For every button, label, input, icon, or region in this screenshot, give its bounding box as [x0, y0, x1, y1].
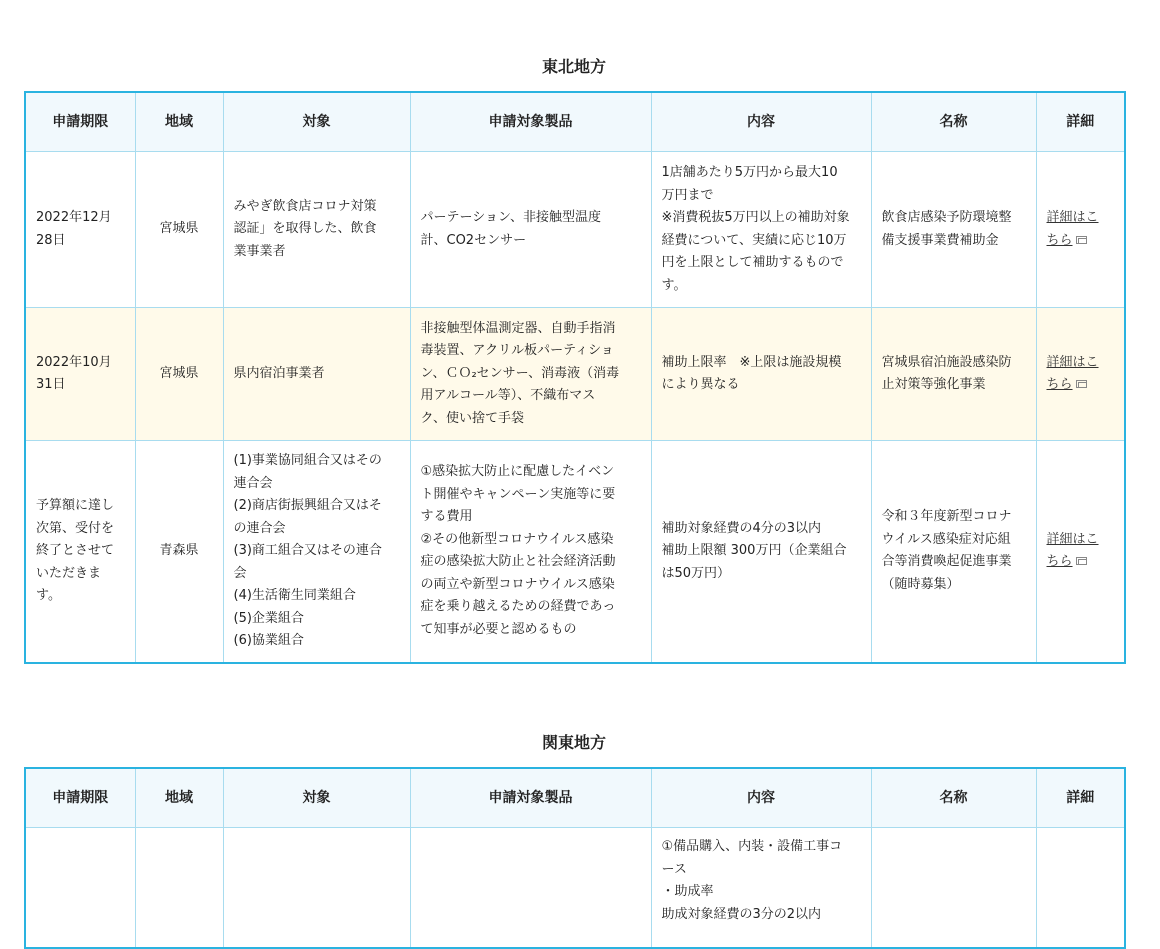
text-line: の両立や新型コロナウイルス感染 [420, 576, 615, 592]
text-line: 28日 [36, 232, 66, 248]
text-line: 合等消費喚起促進事業 [881, 554, 1012, 570]
text-line: ①感染拡大防止に配慮したイベン [420, 464, 615, 480]
header-region: 地域 [135, 92, 223, 152]
header-region: 地域 [135, 768, 223, 828]
text-line: みやぎ飲食店コロナ対策 [233, 198, 377, 214]
header-detail: 詳細 [1036, 92, 1125, 152]
header-deadline: 申請期限 [25, 92, 135, 152]
text-line: 予算額に達し [36, 498, 115, 513]
external-link-icon [1076, 380, 1087, 388]
text-line: (4)生活衛生同業組合 [233, 588, 356, 603]
cell-name [871, 828, 1036, 948]
cell-content [651, 828, 871, 948]
text-line: 備支援事業費補助金 [881, 232, 999, 248]
text-line: す。 [36, 588, 61, 603]
text-line: ース [661, 861, 687, 877]
header-target: 対象 [223, 92, 410, 152]
text-line: す。 [661, 277, 687, 293]
text-line: (3)商工組合又はその連合 [233, 543, 382, 558]
external-link-icon [1076, 557, 1087, 565]
cell-target [223, 308, 410, 441]
text-line: ※消費税抜5万円以上の補助対象 [661, 210, 850, 225]
external-link-icon [1076, 236, 1087, 244]
text-line: 経費について、実績に応じ10万 [661, 232, 847, 248]
detail-link[interactable] [1047, 352, 1115, 393]
detail-link[interactable] [1047, 207, 1115, 248]
text-line: 認証」を取得した、飲食 [233, 221, 377, 237]
cell-products [410, 828, 651, 948]
cell-deadline [25, 308, 135, 441]
cell-products [410, 152, 651, 308]
text-line: 会 [233, 565, 247, 581]
cell-target [223, 152, 410, 308]
text-line: 非接触型体温測定器、自動手指消 [420, 320, 616, 336]
text-line: する費用 [420, 509, 473, 525]
text-line: 県内宿泊事業者 [233, 365, 325, 381]
detail-link-text[interactable]: ちら [1046, 232, 1073, 248]
cell-detail [1036, 308, 1125, 441]
table-row [25, 441, 1125, 663]
text-line: 宮城県宿泊施設感染防 [881, 354, 1012, 370]
tohoku-table [24, 91, 1126, 664]
text-line: 万円まで [661, 187, 714, 203]
table-header-row [25, 92, 1125, 152]
header-content: 内容 [651, 768, 871, 828]
text-line: 計、CO2センサー [420, 232, 527, 248]
text-line: ・助成率 [661, 884, 714, 899]
header-name: 名称 [871, 92, 1036, 152]
header-detail: 詳細 [1036, 768, 1125, 828]
text-line: パーテーション、非接触型温度 [420, 210, 601, 225]
cell-name [871, 308, 1036, 441]
cell-detail [1036, 441, 1125, 663]
cell-content [651, 308, 871, 441]
table-row [25, 828, 1125, 948]
cell-target [223, 828, 410, 948]
text-line: 用アルコール等）、不織布マス [420, 388, 596, 404]
text-line: 補助上限額 300万円（企業組合 [661, 543, 847, 558]
text-line: ト開催やキャンペーン実施等に要 [420, 486, 616, 502]
text-line: ウイルス感染症対応組 [881, 531, 1011, 547]
text-line: ク、使い捨て手袋 [420, 410, 524, 426]
cell-detail [1036, 152, 1125, 308]
text-line: 助成対象経費の3分の2以内 [661, 906, 822, 922]
text-line: により異なる [661, 377, 740, 392]
detail-link-text[interactable]: 詳細はこ [1046, 531, 1099, 547]
cell-deadline [25, 152, 135, 308]
text-line: いただきま [36, 565, 102, 581]
table-header-row [25, 768, 1125, 828]
cell-deadline [25, 828, 135, 948]
cell-detail [1036, 828, 1125, 948]
cell-target [223, 441, 410, 663]
text-line: 補助対象経費の4分の3以内 [661, 520, 822, 536]
section-title-tohoku: 東北地方 [541, 57, 606, 76]
cell-region: 青森県 [135, 441, 223, 663]
text-line: 次第、受付を [36, 520, 115, 536]
text-line: 業事業者 [233, 243, 286, 259]
header-deadline: 申請期限 [25, 768, 135, 828]
text-line: 1店舗あたり5万円から最大10 [661, 165, 838, 180]
cell-content [651, 152, 871, 308]
header-content: 内容 [651, 92, 871, 152]
text-line: 円を上限として補助するもので [661, 255, 844, 270]
text-line: ①備品購入、内装・設備工事コ [661, 839, 843, 854]
section-title-kanto: 関東地方 [541, 733, 606, 752]
detail-link-text[interactable]: 詳細はこ [1046, 354, 1099, 370]
text-line: 2022年12月 [36, 210, 112, 225]
detail-link-text[interactable]: ちら [1046, 554, 1073, 570]
detail-link-text[interactable]: ちら [1046, 377, 1073, 392]
cell-content [651, 441, 871, 663]
header-target: 対象 [223, 768, 410, 828]
detail-link-text[interactable]: 詳細はこ [1046, 210, 1099, 225]
text-line: 補助上限率 ※上限は施設規模 [661, 354, 842, 370]
cell-deadline [25, 441, 135, 663]
text-line: の連合会 [233, 520, 286, 536]
text-line: 症の感染拡大防止と社会経済活動 [420, 554, 616, 570]
table-row [25, 152, 1125, 308]
text-line: 終了とさせて [36, 543, 115, 558]
text-line: （随時募集） [881, 576, 960, 592]
text-line: 毒装置、アクリル板パーティショ [420, 343, 614, 359]
text-line: 飲食店感染予防環境整 [881, 210, 1012, 225]
text-line: 連合会 [233, 475, 273, 491]
table-row [25, 308, 1125, 441]
text-line: て知事が必要と認めるもの [420, 621, 577, 637]
text-line: は50万円） [661, 565, 731, 581]
cell-products [410, 308, 651, 441]
kanto-table [24, 767, 1126, 949]
cell-name [871, 152, 1036, 308]
cell-region [135, 828, 223, 948]
text-line: 31日 [36, 377, 66, 392]
text-line: ②その他新型コロナウイルス感染 [420, 531, 614, 547]
text-line: (6)協業組合 [233, 633, 304, 648]
header-products: 申請対象製品 [410, 92, 651, 152]
header-products: 申請対象製品 [410, 768, 651, 828]
text-line: (2)商店街振興組合又はそ [233, 498, 382, 513]
text-line: ン、ＣＯ₂センサー、消毒液（消毒 [420, 365, 620, 381]
text-line: 症を乗り越えるための経費であっ [420, 599, 616, 615]
cell-name [871, 441, 1036, 663]
text-line: (5)企業組合 [233, 610, 304, 626]
cell-products [410, 441, 651, 663]
text-line: 止対策等強化事業 [881, 377, 986, 392]
cell-region: 宮城県 [135, 308, 223, 441]
detail-link[interactable] [1047, 529, 1115, 570]
text-line: 2022年10月 [36, 354, 112, 370]
header-name: 名称 [871, 768, 1036, 828]
text-line: 令和３年度新型コロナ [881, 509, 1012, 525]
text-line: (1)事業協同組合又はその [233, 453, 382, 468]
cell-region: 宮城県 [135, 152, 223, 308]
